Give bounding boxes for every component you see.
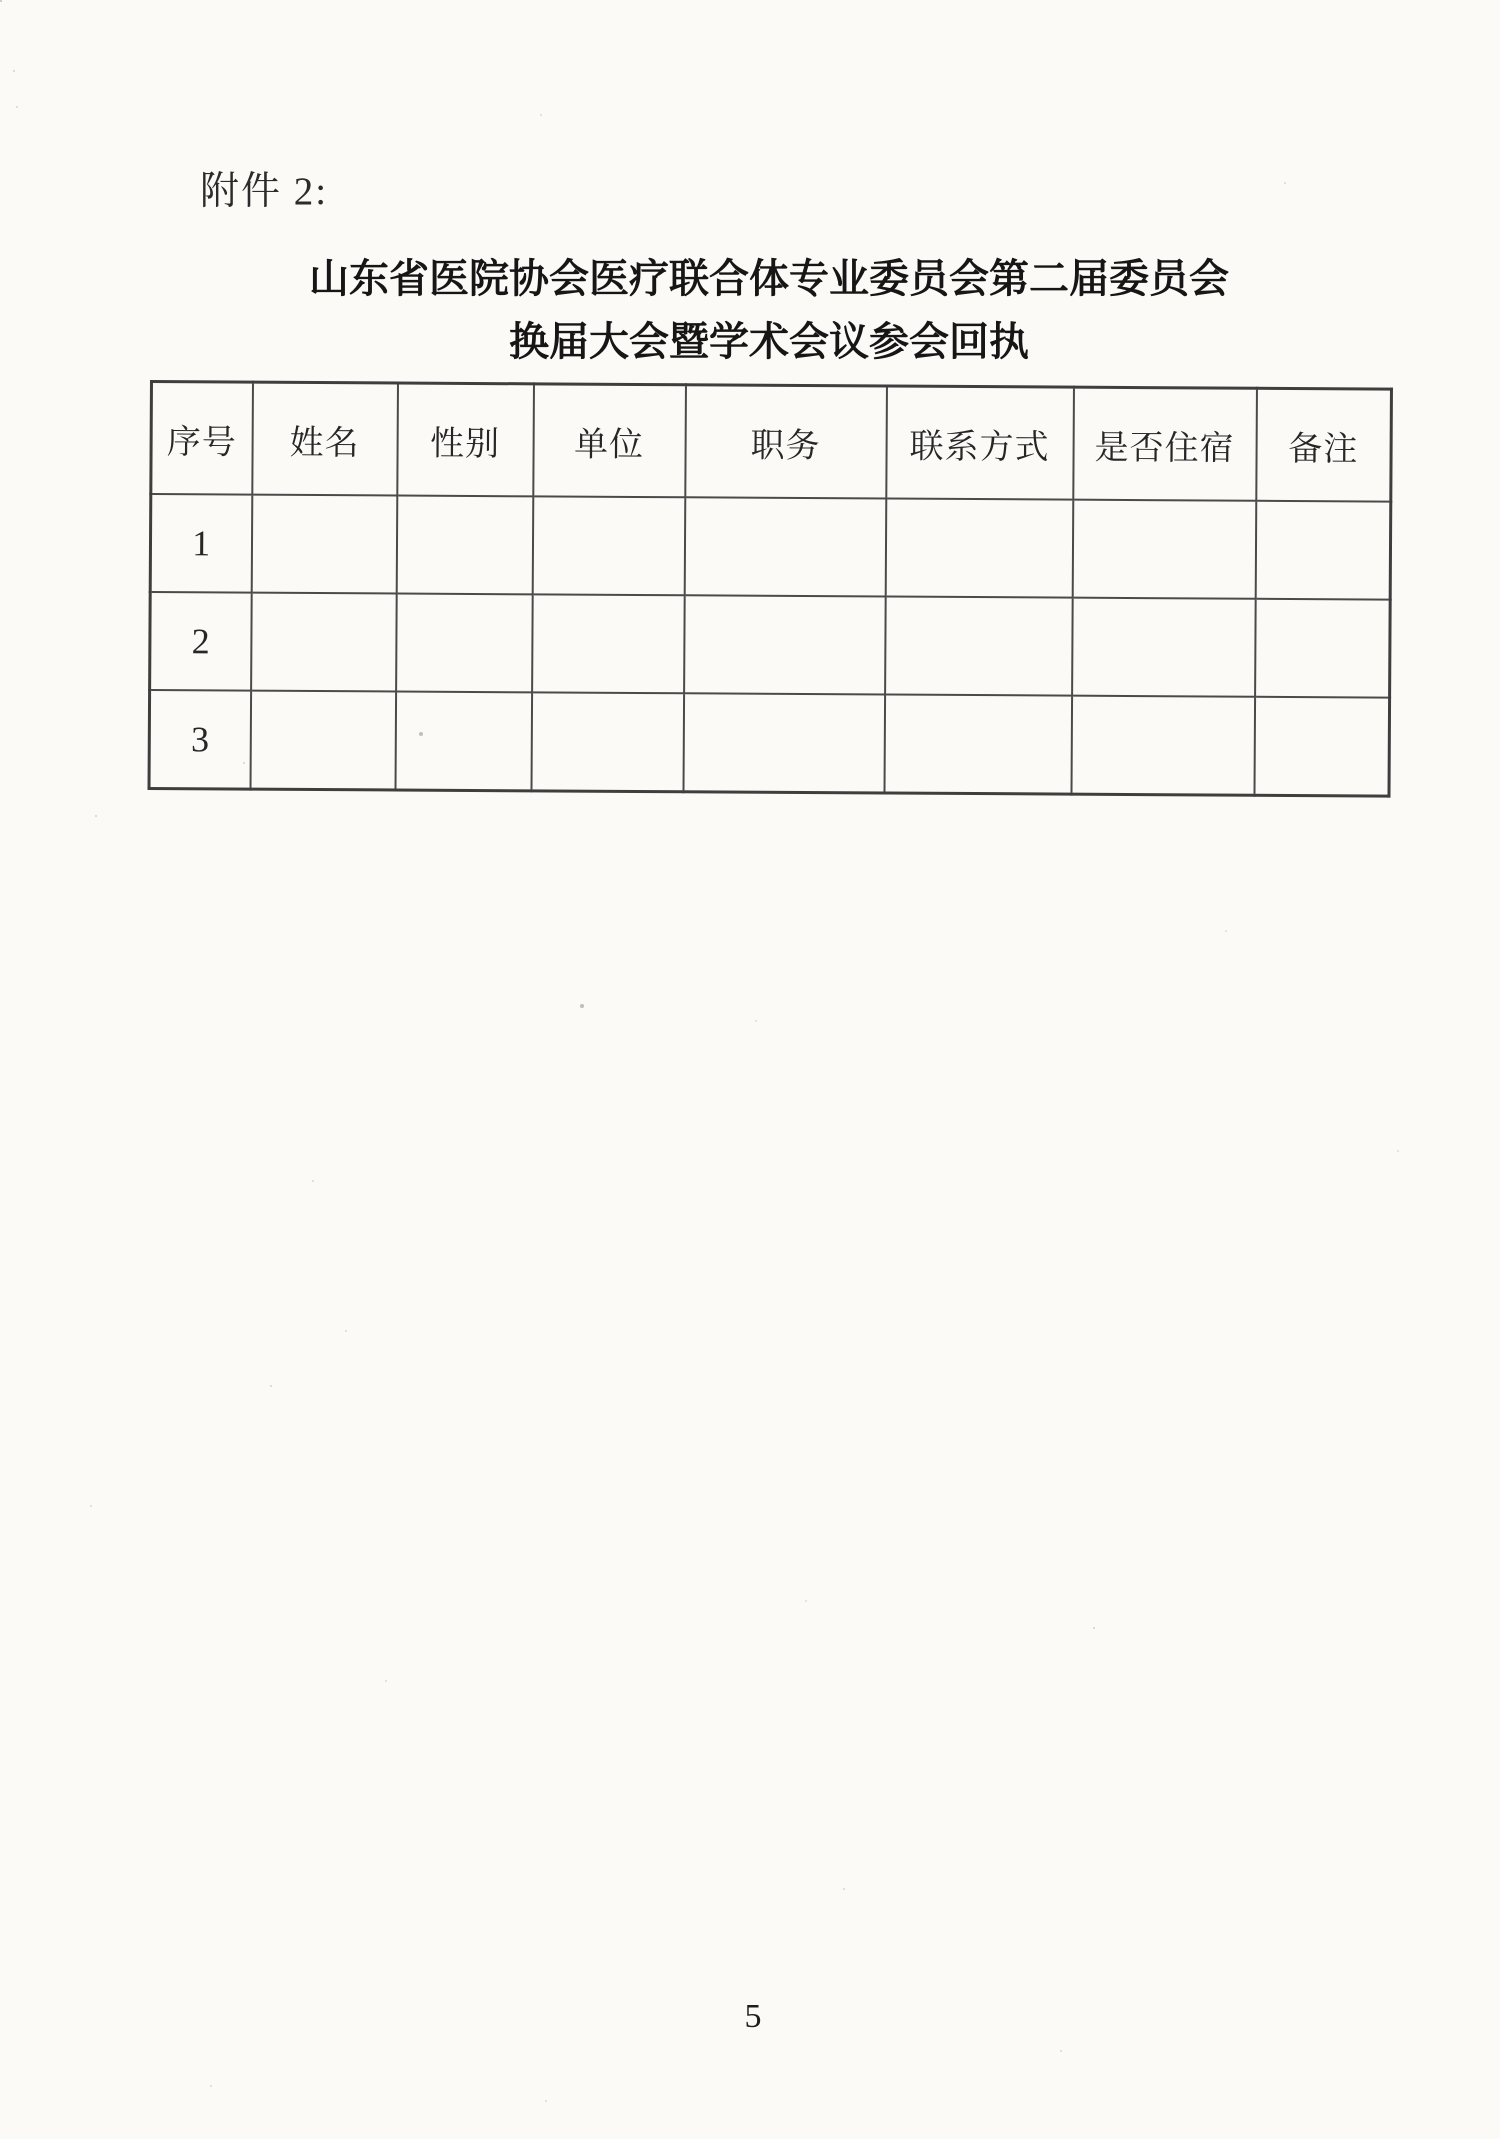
- page-number: 5: [744, 1998, 762, 2035]
- empty-cell: [532, 594, 685, 693]
- header-cell-name: 姓名: [252, 382, 398, 495]
- empty-cell: [250, 691, 396, 790]
- scan-speckles: [0, 0, 2, 2]
- header-cell-organization: 单位: [533, 384, 686, 497]
- table-row-2: [150, 592, 1391, 698]
- empty-cell: [684, 497, 886, 596]
- title-line-2: 换届大会暨学术会议参会回执: [509, 320, 1029, 364]
- header-cell-gender: 性别: [397, 383, 534, 496]
- empty-cell: [251, 593, 397, 692]
- empty-cell: [1255, 501, 1391, 600]
- participation-reply-table: [147, 380, 1392, 798]
- empty-cell: [396, 496, 533, 595]
- table-row-1: [150, 494, 1391, 600]
- header-cell-accommodation: 是否住宿: [1073, 387, 1257, 501]
- table-header-row: [151, 382, 1392, 502]
- empty-cell: [1255, 599, 1391, 698]
- empty-cell: [531, 692, 684, 791]
- empty-cell: [395, 692, 532, 791]
- empty-cell: [684, 595, 886, 694]
- empty-cell: [884, 694, 1072, 794]
- attachment-label: 附件 2:: [200, 170, 329, 213]
- empty-cell: [396, 594, 533, 693]
- row-index-cell: 3: [149, 690, 251, 789]
- empty-cell: [1072, 500, 1256, 599]
- header-cell-serial-number: 序号: [151, 382, 253, 495]
- row-index-cell: 1: [150, 494, 252, 593]
- empty-cell: [1254, 697, 1390, 796]
- table-row-3: [149, 690, 1390, 796]
- empty-cell: [885, 498, 1073, 597]
- empty-cell: [1071, 696, 1255, 796]
- row-index-cell: 2: [150, 592, 252, 691]
- empty-cell: [532, 496, 685, 595]
- title-line-1: 山东省医院协会医疗联合体专业委员会第二届委员会: [309, 257, 1229, 301]
- empty-cell: [885, 596, 1073, 695]
- document-title: [0, 248, 1500, 374]
- header-cell-contact: 联系方式: [886, 386, 1074, 500]
- empty-cell: [251, 495, 397, 594]
- header-cell-remarks: 备注: [1256, 388, 1392, 501]
- empty-cell: [683, 693, 885, 793]
- empty-cell: [1072, 598, 1256, 697]
- header-cell-position: 职务: [685, 385, 887, 499]
